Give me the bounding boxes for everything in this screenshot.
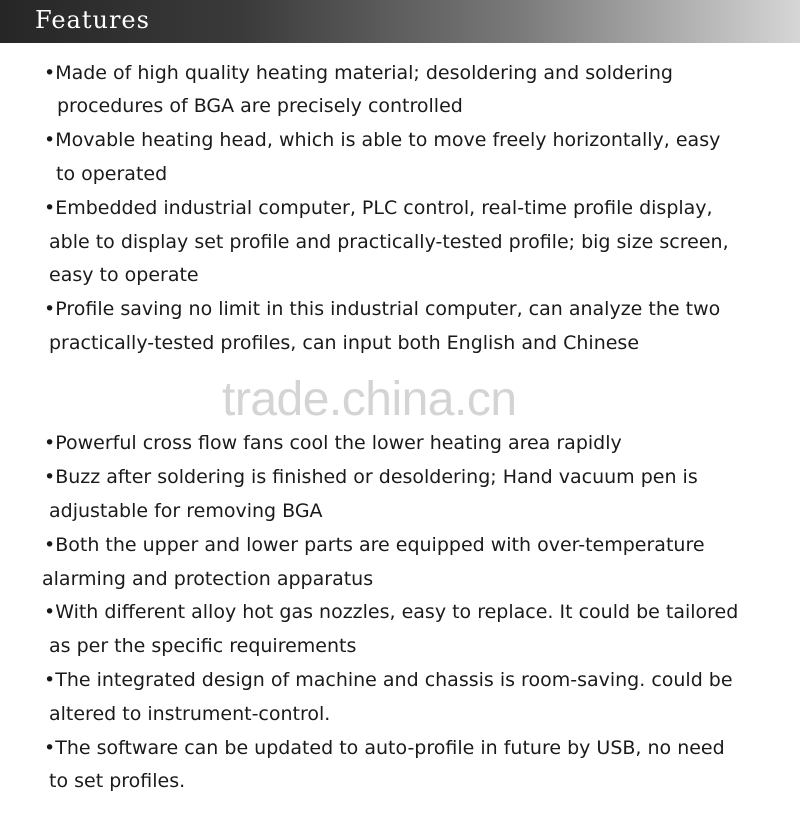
- feature-line: •Movable heating head, which is able to move freely horizontally, easy: [44, 129, 721, 151]
- feature-line: practically-tested profiles, can input both English and Chinese: [49, 332, 640, 354]
- feature-line: •Made of high quality heating material; desoldering and soldering: [44, 62, 673, 84]
- feature-line: •Buzz after soldering is finished or desoldering; Hand vacuum pen is: [44, 466, 698, 488]
- feature-line: alarming and protection apparatus: [42, 568, 374, 590]
- feature-line: to operated: [56, 163, 168, 185]
- feature-line: •Embedded industrial computer, PLC control, real-time profile display,: [44, 197, 713, 219]
- feature-line: •The integrated design of machine and chassis is room-saving. could be: [44, 669, 733, 691]
- feature-line: procedures of BGA are precisely controlled: [57, 95, 463, 117]
- feature-line: altered to instrument-control.: [49, 703, 331, 725]
- features-title: Features: [35, 6, 150, 34]
- feature-line: •Powerful cross flow fans cool the lower heating area rapidly: [44, 432, 622, 454]
- feature-line: •Both the upper and lower parts are equipped with over-temperature: [44, 534, 705, 556]
- feature-line: easy to operate: [49, 264, 199, 286]
- feature-line: able to display set profile and practically-tested profile; big size screen,: [49, 231, 729, 253]
- feature-line: •Profile saving no limit in this industrial computer, can analyze the two: [44, 298, 721, 320]
- feature-line: •With different alloy hot gas nozzles, easy to replace. It could be tailored: [44, 601, 739, 623]
- feature-line: to set profiles.: [49, 770, 186, 792]
- feature-line: •The software can be updated to auto-profile in future by USB, no need: [44, 737, 725, 759]
- feature-line: adjustable for removing BGA: [49, 500, 323, 522]
- features-header-bar: [0, 0, 800, 43]
- watermark-text: trade.china.cn: [222, 373, 517, 426]
- feature-line: as per the specific requirements: [49, 635, 357, 657]
